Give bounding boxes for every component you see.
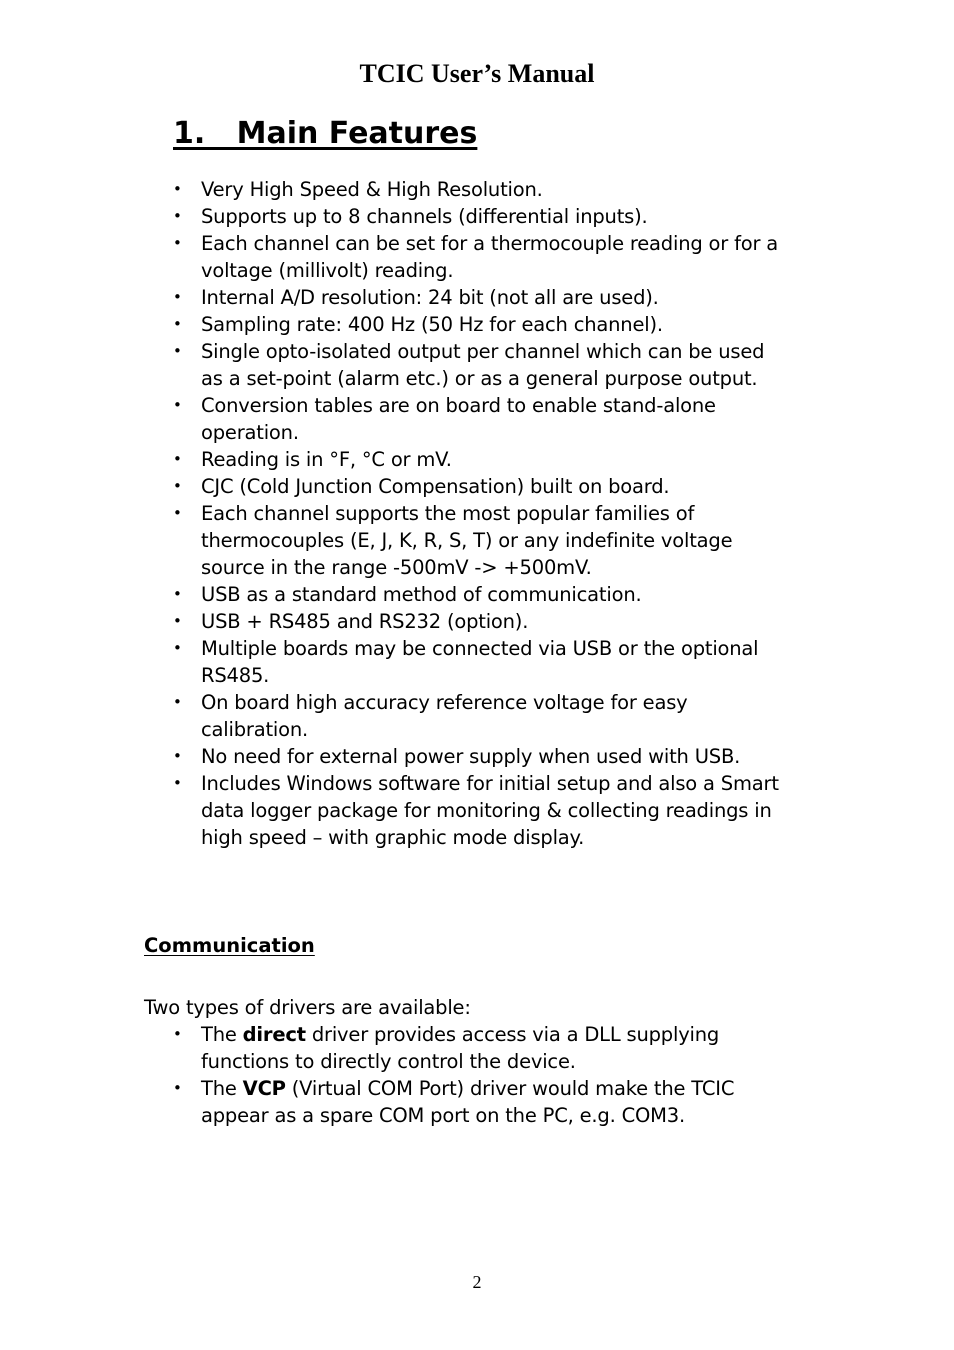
feature-text: Multiple boards may be connected via USB or the optional RS485.: [201, 637, 759, 687]
list-item: [172, 581, 782, 608]
list-item: [172, 392, 782, 446]
driver-name: VCP: [242, 1077, 286, 1100]
list-item: [172, 1075, 782, 1129]
bullet-icon: •: [173, 180, 182, 198]
features-list: [172, 176, 782, 851]
list-item: [172, 770, 782, 851]
bullet-icon: •: [173, 315, 182, 333]
feature-text: Supports up to 8 channels (differential inputs).: [201, 205, 648, 228]
bullet-icon: •: [173, 747, 182, 765]
feature-text: Each channel supports the most popular families of thermocouples (E, J, K, R, S, T) or any indefinite voltage source in the range -500mV -> +500mV.: [201, 502, 733, 579]
feature-text: Sampling rate: 400 Hz (50 Hz for each channel).: [201, 313, 663, 336]
feature-text: No need for external power supply when used with USB.: [201, 745, 741, 768]
list-item: [172, 311, 782, 338]
bullet-icon: •: [173, 234, 182, 252]
bullet-icon: •: [173, 477, 182, 495]
bullet-icon: •: [173, 450, 182, 468]
feature-text: USB as a standard method of communication.: [201, 583, 642, 606]
bullet-icon: •: [173, 612, 182, 630]
section-heading-communication: Communication: [144, 934, 315, 957]
feature-text: Single opto-isolated output per channel which can be used as a set-point (alarm etc.) or as a general purpose output.: [201, 340, 765, 390]
feature-text: Very High Speed & High Resolution.: [201, 178, 543, 201]
list-item: [172, 284, 782, 311]
bullet-icon: •: [173, 288, 182, 306]
bullet-icon: •: [173, 585, 182, 603]
bullet-icon: •: [173, 774, 182, 792]
list-item: [172, 203, 782, 230]
feature-text: Includes Windows software for initial setup and also a Smart data logger package for monitoring & collecting readings in high speed – with graphic mode display.: [201, 772, 779, 849]
bullet-icon: •: [173, 207, 182, 225]
bullet-icon: •: [173, 1025, 182, 1043]
feature-text: Reading is in °F, °C or mV.: [201, 448, 452, 471]
bullet-icon: •: [173, 639, 182, 657]
driver-prefix: The: [201, 1023, 243, 1046]
page-number: 2: [472, 1272, 482, 1292]
list-item: [172, 338, 782, 392]
feature-text: USB + RS485 and RS232 (option).: [201, 610, 529, 633]
feature-text: Conversion tables are on board to enable stand-alone operation.: [201, 394, 716, 444]
list-item: [172, 176, 782, 203]
bullet-icon: •: [173, 1079, 182, 1097]
drivers-intro: Two types of drivers are available:: [144, 996, 471, 1019]
bullet-icon: •: [173, 504, 182, 522]
feature-text: CJC (Cold Junction Compensation) built on board.: [201, 475, 670, 498]
driver-name: direct: [242, 1023, 306, 1046]
list-item: [172, 230, 782, 284]
running-header: TCIC User’s Manual: [359, 59, 595, 88]
feature-text: Internal A/D resolution: 24 bit (not all are used).: [201, 286, 659, 309]
feature-text: On board high accuracy reference voltage for easy calibration.: [201, 691, 688, 741]
driver-description: driver provides access via a DLL supplying functions to directly control the device.: [201, 1023, 720, 1073]
list-item: [172, 635, 782, 689]
list-item: [172, 446, 782, 473]
drivers-list: [172, 1021, 782, 1129]
bullet-icon: •: [173, 693, 182, 711]
feature-text: Each channel can be set for a thermocouple reading or for a voltage (millivolt) reading.: [201, 232, 779, 282]
chapter-title: 1. Main Features: [173, 116, 478, 151]
list-item: [172, 743, 782, 770]
bullet-icon: •: [173, 396, 182, 414]
list-item: [172, 473, 782, 500]
bullet-icon: •: [173, 342, 182, 360]
list-item: [172, 689, 782, 743]
list-item: [172, 1021, 782, 1075]
list-item: [172, 608, 782, 635]
driver-description: (Virtual COM Port) driver would make the TCIC appear as a spare COM port on the PC, e.g. COM3.: [201, 1077, 735, 1127]
driver-prefix: The: [201, 1077, 243, 1100]
list-item: [172, 500, 782, 581]
